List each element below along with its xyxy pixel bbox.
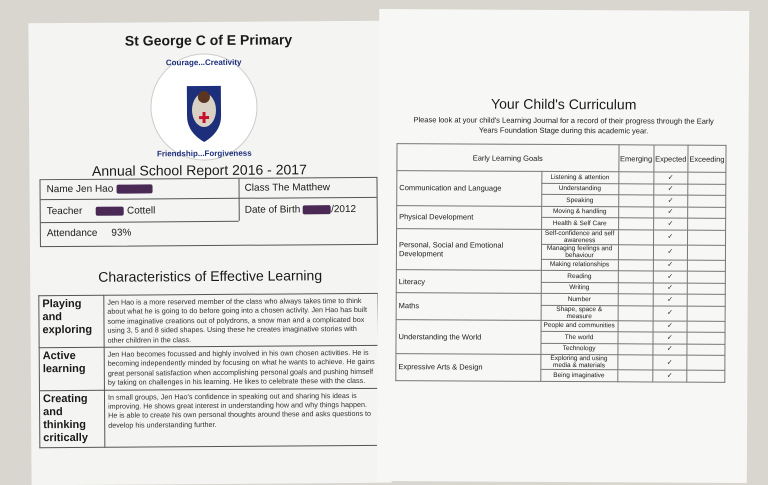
cell-emerging [618, 332, 653, 344]
goal-name: Reading [541, 270, 618, 282]
cel-text: In small groups, Jen Hao's confidence in speaking out and sharing his ideas is improving. He shows great interest in understanding how and why things happen. He is able to create his own personal thoughts around these and asks questions to develop his understanding further. [104, 388, 378, 447]
goal-name: Making relationships [541, 259, 618, 271]
cell-exceeding [688, 184, 726, 196]
curriculum-note: Please look at your child's Learning Journal for a record of their progress through the Early Years Foundation Stage during this academic year. [413, 115, 714, 136]
goal-name: Writing [541, 282, 618, 294]
cel-row [39, 388, 378, 447]
report-page [28, 21, 391, 485]
curriculum-row [396, 354, 725, 371]
goal-name: Shape, space & measure [541, 305, 618, 320]
redaction [116, 184, 152, 193]
cell-emerging [618, 195, 653, 207]
cel-label: Creating and thinking critically [39, 390, 104, 447]
cell-emerging [617, 355, 652, 370]
goal-name: The world [541, 331, 618, 343]
curriculum-table [395, 143, 726, 382]
cell-exceeding [687, 344, 725, 356]
area-name: Physical Development [397, 205, 542, 229]
cell-emerging [618, 183, 653, 195]
cel-text: Jen Hao becomes focussed and highly involved in his own chosen activities. He is becoming independently minded by focusing on what he wants to achieve. He gains great personal satisfaction when accomplishing personal goals and pushing himself by taking on challenges in his learning. He likes to celebrate these with the class. [104, 345, 378, 390]
check-icon: ✓ [653, 282, 687, 294]
header-emerging: Emerging [618, 145, 653, 172]
cell-exceeding [687, 355, 725, 370]
check-icon: ✓ [653, 305, 687, 320]
curriculum-row [397, 228, 726, 245]
divider [41, 221, 239, 223]
area-name: Personal, Social and Emotional Development [396, 228, 541, 270]
attendance-label: Attendance [46, 227, 98, 240]
cel-row [39, 345, 378, 390]
cell-exceeding [687, 260, 725, 272]
cell-emerging [618, 229, 653, 244]
teacher-value: Cottell [126, 205, 156, 217]
cel-table [38, 293, 379, 448]
check-icon: ✓ [654, 172, 688, 184]
cell-emerging [618, 218, 653, 230]
curriculum-row [396, 293, 725, 306]
dob-value: /2012 [331, 203, 357, 216]
class-value: The Matthew [272, 182, 331, 194]
cel-row [39, 293, 378, 347]
cell-emerging [618, 282, 653, 294]
divider [41, 197, 377, 200]
svg-text:Courage...Creativity: Courage...Creativity [165, 57, 242, 68]
cell-emerging [618, 343, 653, 355]
name-value: Jen Hao [75, 183, 114, 195]
cell-exceeding [687, 294, 725, 306]
name-label: Name [46, 183, 74, 196]
cell-exceeding [687, 230, 725, 245]
teacher-row [47, 205, 156, 217]
check-icon: ✓ [653, 355, 687, 370]
cel-label: Active learning [39, 347, 104, 390]
redaction [303, 205, 331, 214]
cell-emerging [617, 370, 652, 382]
curriculum-row [397, 205, 726, 218]
cell-exceeding [687, 332, 725, 344]
pupil-info-box [39, 177, 377, 247]
teacher-label: Teacher [46, 205, 83, 218]
area-name: Communication and Language [397, 171, 542, 206]
cell-exceeding [688, 207, 726, 219]
check-icon: ✓ [653, 332, 687, 344]
goal-name: Speaking [541, 194, 618, 206]
check-icon: ✓ [653, 320, 687, 332]
cell-emerging [618, 305, 653, 320]
curriculum-page [377, 9, 749, 483]
check-icon: ✓ [653, 259, 687, 271]
goal-name: Number [541, 293, 618, 305]
check-icon: ✓ [653, 195, 687, 207]
header-exceeding: Exceeding [688, 145, 726, 172]
name-row [47, 183, 153, 195]
check-icon: ✓ [653, 229, 687, 244]
goal-name: Managing feelings and behaviour [541, 244, 618, 259]
goal-name: Moving & handling [541, 206, 618, 218]
check-icon: ✓ [653, 244, 687, 259]
attendance-value: 93% [111, 227, 132, 239]
redaction [96, 206, 124, 215]
goal-name: Listening & attention [541, 171, 618, 183]
dob-row [245, 204, 365, 216]
cell-exceeding [687, 271, 725, 283]
cell-emerging [618, 172, 653, 184]
report-title: Annual School Report 2016 - 2017 [91, 161, 307, 179]
cell-exceeding [687, 283, 725, 295]
check-icon: ✓ [652, 370, 686, 382]
area-name: Maths [396, 293, 541, 320]
header-expected: Expected [654, 145, 688, 172]
cell-emerging [618, 259, 653, 271]
cell-exceeding [688, 195, 726, 207]
check-icon: ✓ [653, 218, 687, 230]
goal-name: Exploring and using media & materials [540, 354, 617, 369]
check-icon: ✓ [653, 271, 687, 283]
curriculum-row [396, 319, 725, 332]
school-logo [149, 52, 260, 163]
cell-emerging [618, 294, 653, 306]
header-goals: Early Learning Goals [397, 144, 619, 172]
goal-name: Technology [541, 343, 618, 355]
dob-label: Date of Birth [244, 204, 301, 216]
cell-exceeding [687, 321, 725, 333]
cell-emerging [618, 320, 653, 332]
curriculum-row [397, 171, 726, 184]
svg-text:Friendship...Forgiveness: Friendship...Forgiveness [156, 148, 252, 159]
cell-emerging [618, 244, 653, 259]
curriculum-title: Your Child's Curriculum [491, 95, 637, 113]
goal-name: Being imaginative [540, 369, 617, 381]
area-name: Literacy [396, 270, 541, 294]
attendance-row [47, 228, 132, 240]
school-name: St George C of E Primary [124, 31, 293, 49]
check-icon: ✓ [653, 183, 687, 195]
cell-exceeding [688, 218, 726, 230]
cel-text: Jen Hao is a more reserved member of the class who always takes time to think about what he is going to do before going into a chosen activity. Jen Hao has built some imaginative creations out of polydrons, a snow man and a complicated box using 3, 5 and 8 sided shapes. Using these he creates imaginative stories with other children in the class. [104, 293, 378, 347]
cel-label: Playing and exploring [39, 295, 104, 347]
area-name: Expressive Arts & Design [396, 354, 541, 381]
check-icon: ✓ [653, 294, 687, 306]
curriculum-header-row [397, 144, 726, 173]
cell-exceeding [687, 370, 725, 382]
cell-emerging [618, 206, 653, 218]
goal-name: Health & Self Care [541, 217, 618, 229]
cell-exceeding [687, 306, 725, 321]
class-row [245, 182, 331, 194]
cell-emerging [618, 271, 653, 283]
cel-title: Characteristics of Effective Learning [98, 267, 323, 285]
cell-exceeding [687, 245, 725, 260]
area-name: Understanding the World [396, 319, 541, 354]
goal-name: Understanding [541, 183, 618, 195]
class-label: Class [244, 182, 270, 194]
check-icon: ✓ [653, 343, 687, 355]
curriculum-row [396, 270, 725, 283]
goal-name: People and communities [541, 320, 618, 332]
divider [238, 179, 239, 221]
check-icon: ✓ [653, 206, 687, 218]
cell-exceeding [688, 172, 726, 184]
goal-name: Self-confidence and self awareness [541, 229, 618, 244]
